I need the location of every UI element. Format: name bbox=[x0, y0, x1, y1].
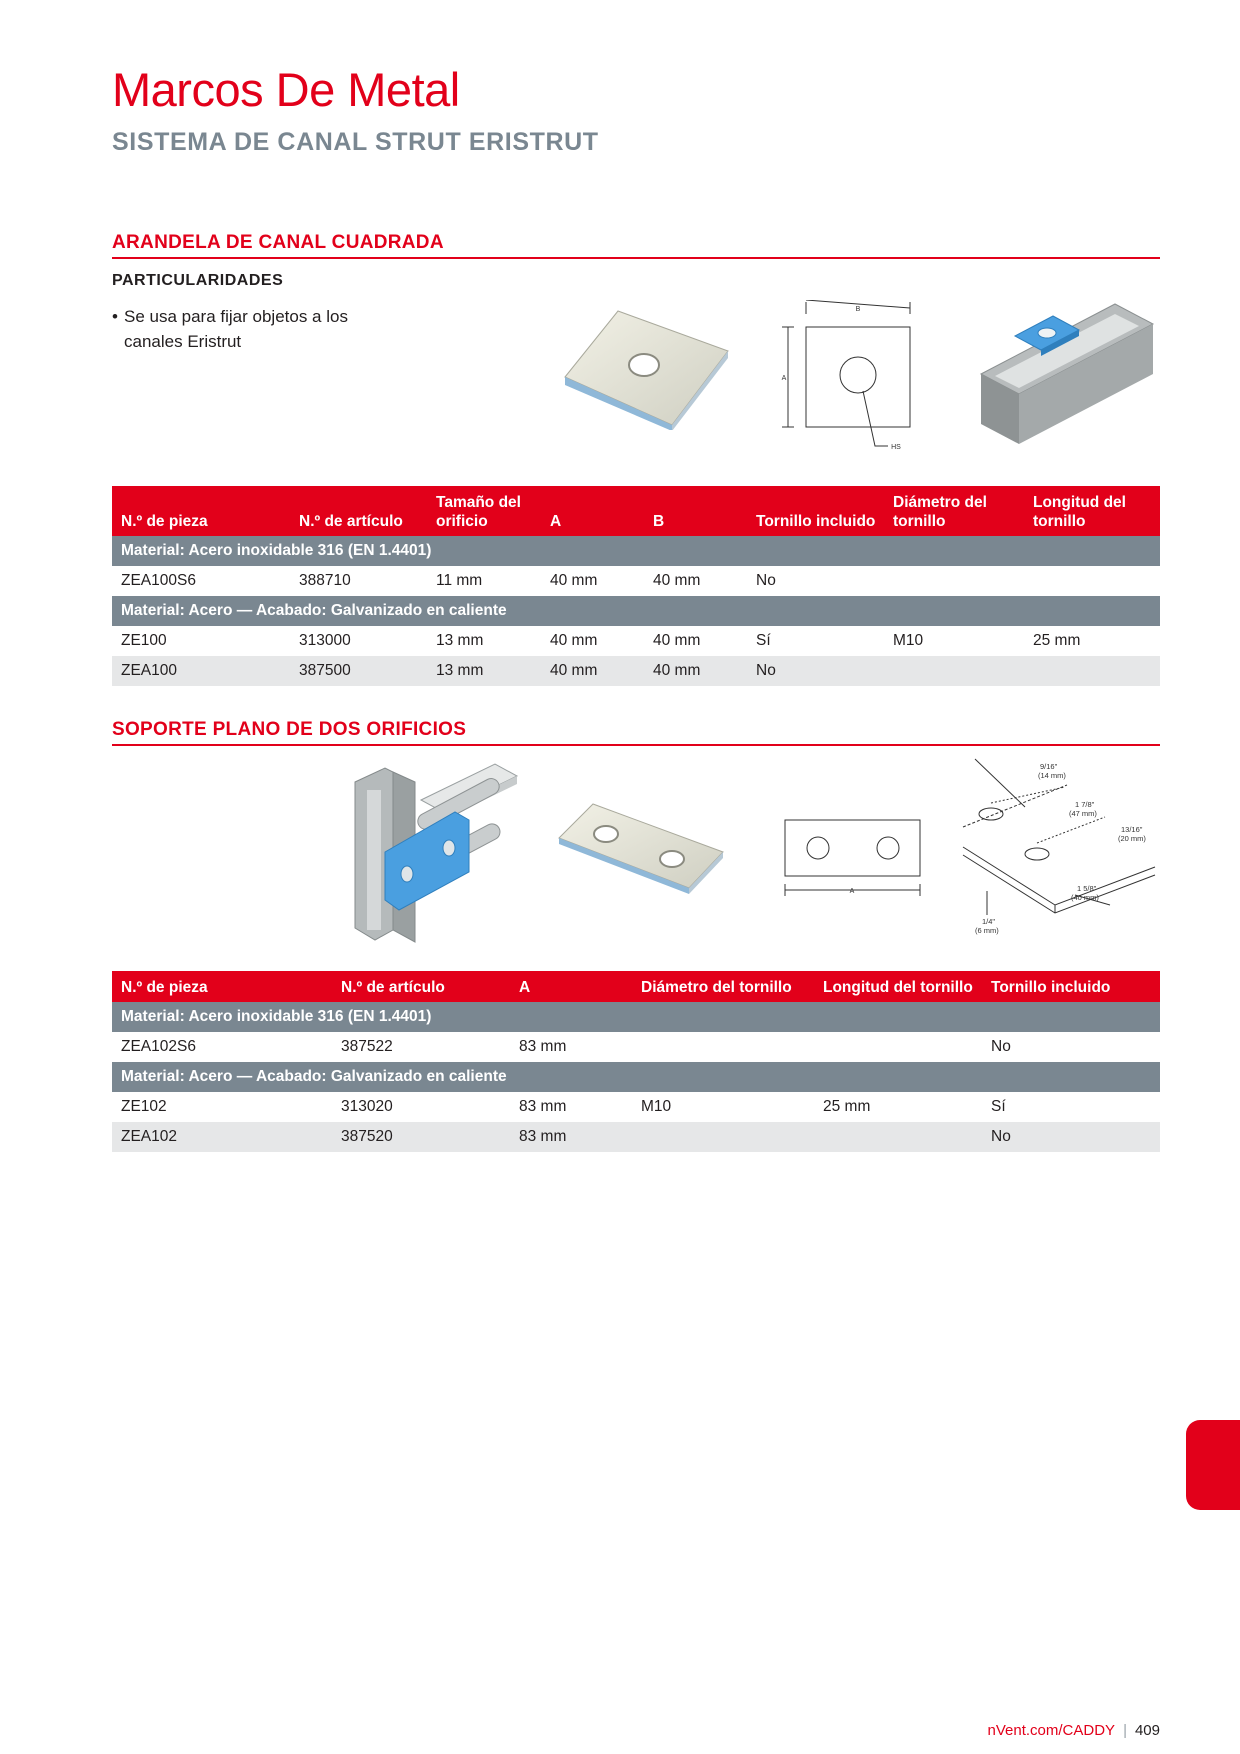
table-cell: 40 mm bbox=[653, 572, 701, 589]
dim-label-a: A bbox=[781, 375, 787, 382]
table-cell: 83 mm bbox=[519, 1098, 567, 1115]
table-cell bbox=[632, 1032, 814, 1062]
features-heading: PARTICULARIDADES bbox=[112, 272, 284, 289]
flat-plate-image bbox=[555, 800, 725, 900]
table-cell: ZEA102 bbox=[112, 1122, 332, 1152]
footer-separator: | bbox=[1123, 1722, 1127, 1739]
table-cell: 83 mm bbox=[510, 1122, 632, 1152]
table-cell: 40 mm bbox=[541, 656, 644, 686]
flat-plate-isometric-drawing bbox=[955, 755, 1160, 945]
table-cell: M10 bbox=[893, 632, 924, 649]
table-cell: No bbox=[756, 572, 776, 589]
table-cell: 387520 bbox=[332, 1122, 510, 1152]
material-label: Material: Acero inoxidable 316 (EN 1.4401) bbox=[112, 536, 1160, 566]
table-cell: 387500 bbox=[290, 656, 427, 686]
col-header-part-number: N.º de pieza bbox=[112, 486, 290, 536]
dim-label-13-16: 13/16" bbox=[1121, 825, 1143, 834]
table-cell bbox=[814, 1122, 982, 1152]
col-header-part-number: N.º de pieza bbox=[112, 971, 332, 1002]
table-cell: 313020 bbox=[341, 1098, 393, 1115]
material-label: Material: Acero — Acabado: Galvanizado en caliente bbox=[112, 1062, 1160, 1092]
page-title: Marcos De Metal bbox=[112, 63, 460, 116]
table-cell bbox=[1024, 656, 1160, 686]
col-header-a: A bbox=[510, 971, 632, 1002]
table-cell: 13 mm bbox=[427, 656, 541, 686]
table-cell bbox=[884, 656, 1024, 686]
col-header-b: B bbox=[644, 486, 747, 536]
square-washer-drawing bbox=[778, 300, 918, 460]
dim-label-40mm: (40 mm) bbox=[1071, 893, 1099, 902]
col-header-bolt-diameter: Diámetro del tornillo bbox=[884, 486, 1024, 536]
table-cell: 387522 bbox=[341, 1038, 393, 1055]
bullet-dot: • bbox=[112, 307, 118, 326]
table-cell: ZEA100S6 bbox=[121, 572, 196, 589]
table-header-row bbox=[112, 486, 1160, 536]
table-cell: ZE100 bbox=[121, 632, 167, 649]
material-row bbox=[112, 536, 1160, 566]
square-washer-table bbox=[112, 486, 1160, 686]
section-heading-flat-plate: SOPORTE PLANO DE DOS ORIFICIOS bbox=[112, 719, 1160, 746]
dim-label-47mm: (47 mm) bbox=[1069, 809, 1097, 818]
table-row bbox=[112, 1122, 1160, 1152]
table-cell: 40 mm bbox=[550, 632, 598, 649]
table-cell: 11 mm bbox=[436, 572, 483, 589]
col-header-bolt-included: Tornillo incluido bbox=[982, 971, 1160, 1002]
col-header-bolt-included: Tornillo incluido bbox=[747, 486, 884, 536]
material-label: Material: Acero — Acabado: Galvanizado en caliente bbox=[112, 596, 1160, 626]
table-row bbox=[112, 1032, 1160, 1062]
footer-site[interactable]: nVent.com/CADDY bbox=[987, 1722, 1116, 1739]
material-row bbox=[112, 596, 1160, 626]
dim-label-a: A bbox=[849, 888, 855, 895]
table-cell: 83 mm bbox=[519, 1038, 567, 1055]
feature-bullet bbox=[112, 304, 402, 354]
col-header-bolt-length: Longitud del tornillo bbox=[1024, 486, 1160, 536]
table-cell: No bbox=[747, 656, 884, 686]
table-cell bbox=[814, 1032, 982, 1062]
col-header-bolt-diameter: Diámetro del tornillo bbox=[632, 971, 814, 1002]
table-cell: ZEA102S6 bbox=[121, 1038, 196, 1055]
table-cell: No bbox=[991, 1038, 1011, 1055]
table-cell: No bbox=[982, 1122, 1160, 1152]
chapter-tab bbox=[1186, 1420, 1240, 1510]
table-row bbox=[112, 626, 1160, 656]
dim-label-9-16: 9/16" bbox=[1040, 762, 1058, 771]
material-label: Material: Acero inoxidable 316 (EN 1.4401) bbox=[112, 1002, 1160, 1032]
table-cell: 388710 bbox=[299, 572, 351, 589]
table-cell: 13 mm bbox=[436, 632, 484, 649]
col-header-bolt-length: Longitud del tornillo bbox=[814, 971, 982, 1002]
table-row bbox=[112, 566, 1160, 596]
table-cell: 40 mm bbox=[550, 572, 598, 589]
col-header-a: A bbox=[541, 486, 644, 536]
table-cell bbox=[632, 1122, 814, 1152]
washer-in-channel-image bbox=[975, 296, 1155, 446]
table-row bbox=[112, 656, 1160, 686]
table-cell: Sí bbox=[991, 1098, 1006, 1115]
section-heading-square-washer: ARANDELA DE CANAL CUADRADA bbox=[112, 232, 1160, 259]
col-header-article-number: N.º de artículo bbox=[332, 971, 510, 1002]
table-cell bbox=[1024, 566, 1160, 596]
material-row bbox=[112, 1002, 1160, 1032]
table-cell: ZE102 bbox=[121, 1098, 167, 1115]
feature-bullet-text: Se usa para fijar objetos a los canales Eristrut bbox=[124, 307, 348, 351]
table-cell: 40 mm bbox=[653, 632, 701, 649]
dim-label-1-4: 1/4" bbox=[982, 917, 996, 926]
page-footer bbox=[988, 1722, 1161, 1739]
square-washer-image bbox=[560, 305, 730, 430]
dim-label-hs: HS bbox=[891, 444, 901, 451]
dim-label-6mm: (6 mm) bbox=[975, 926, 999, 935]
table-cell: Sí bbox=[756, 632, 771, 649]
flat-plate-table bbox=[112, 971, 1160, 1152]
dim-label-20mm: (20 mm) bbox=[1118, 834, 1146, 843]
table-header-row bbox=[112, 971, 1160, 1002]
table-cell bbox=[884, 566, 1024, 596]
page-subtitle: SISTEMA DE CANAL STRUT ERISTRUT bbox=[112, 128, 599, 156]
col-header-article-number: N.º de artículo bbox=[290, 486, 427, 536]
table-cell: 25 mm bbox=[1033, 632, 1081, 649]
table-cell: 40 mm bbox=[644, 656, 747, 686]
table-cell: 313000 bbox=[299, 632, 351, 649]
dim-label-14mm: (14 mm) bbox=[1038, 771, 1066, 780]
page-number: 409 bbox=[1134, 1722, 1160, 1739]
dim-label-b: B bbox=[855, 306, 861, 313]
flat-plate-on-channel-image bbox=[345, 760, 520, 950]
table-cell: ZEA100 bbox=[112, 656, 290, 686]
dim-label-1-7-8: 1 7/8" bbox=[1075, 800, 1095, 809]
table-row bbox=[112, 1092, 1160, 1122]
table-cell: 25 mm bbox=[823, 1098, 871, 1115]
col-header-hole-size: Tamaño del orificio bbox=[427, 486, 541, 536]
material-row bbox=[112, 1062, 1160, 1092]
flat-plate-drawing bbox=[780, 812, 930, 902]
table-cell: M10 bbox=[641, 1098, 672, 1115]
dim-label-1-5-8: 1 5/8" bbox=[1077, 884, 1097, 893]
